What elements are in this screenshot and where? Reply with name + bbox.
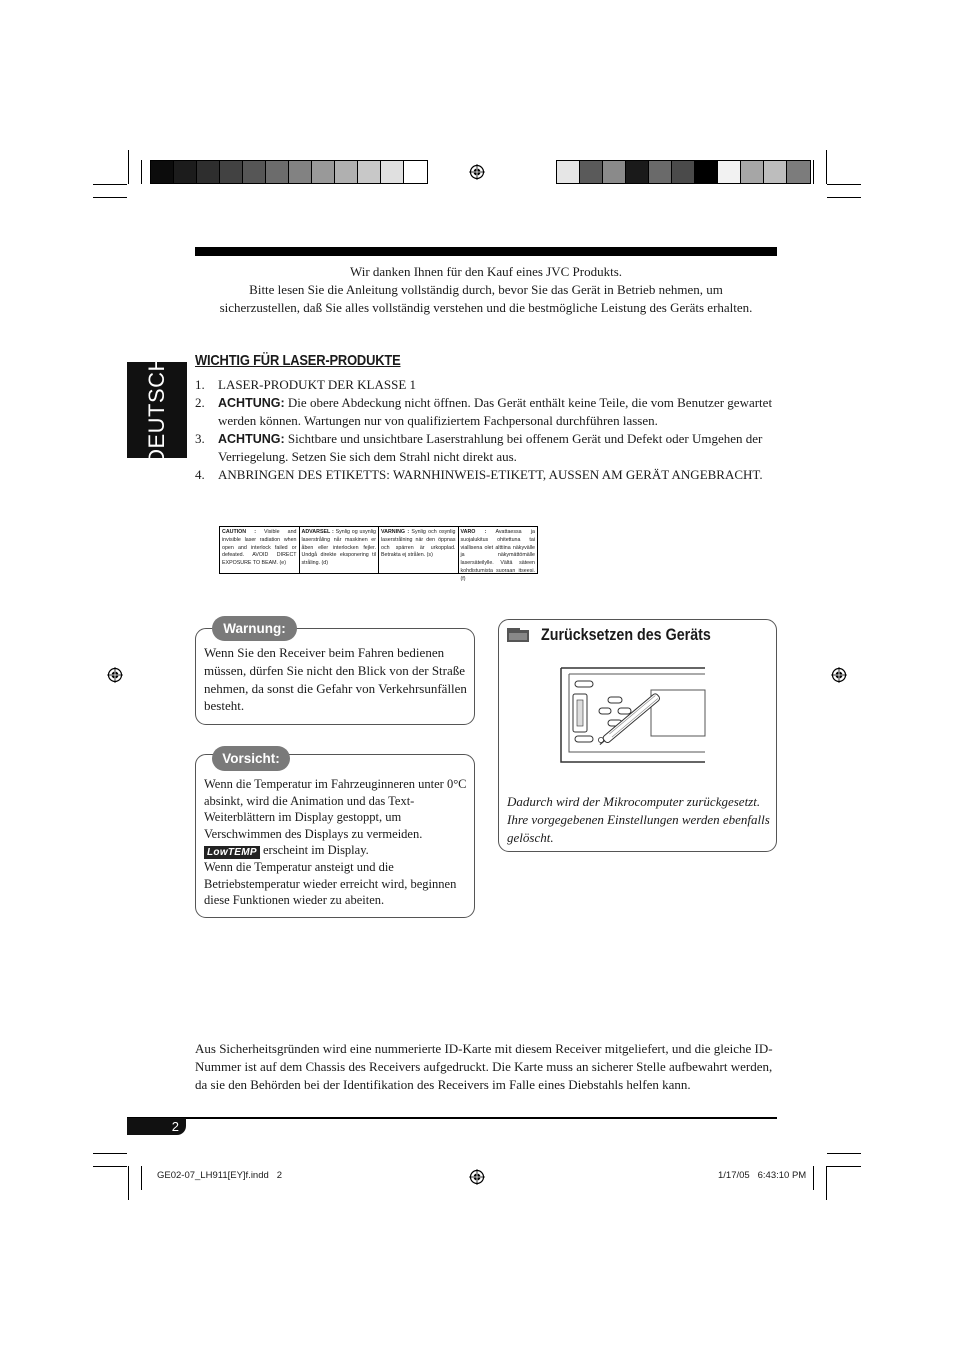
color-swatch — [220, 161, 243, 183]
section-marker-icon — [507, 628, 530, 643]
receiver-reset-illustration — [555, 660, 705, 792]
page-number: 2 — [127, 1118, 186, 1135]
crop-mark — [128, 150, 129, 184]
color-swatch — [764, 161, 787, 183]
laser-warning-label — [219, 526, 538, 582]
color-swatch — [289, 161, 312, 183]
crop-mark — [827, 1166, 861, 1167]
registration-mark-icon — [107, 667, 123, 683]
label-cell-finnish — [459, 527, 538, 582]
caution-label: Vorsicht: — [212, 746, 290, 771]
color-swatch — [626, 161, 649, 183]
label-cell-head: ADVARSEL : — [301, 529, 334, 535]
label-cell-head: VARNING : — [381, 529, 410, 535]
color-swatch — [672, 161, 695, 183]
crop-mark — [813, 160, 814, 184]
label-cell-text: Synlig og usynlig laserstråling når maskinen er åben eller interlocken fejler. Undgå direkte eksponering til stråling. — [301, 529, 376, 567]
label-cell-head: VARO : — [460, 529, 487, 535]
crop-mark — [93, 1166, 127, 1167]
crop-mark — [827, 1153, 861, 1154]
list-item-text: ANBRINGEN DES ETIKETTS: WARNHINWEIS-ETIKETT, AUSSEN AM GERÄT ANGEBRACHT. — [218, 466, 763, 482]
intro-text — [195, 263, 777, 317]
registration-mark-icon — [469, 164, 485, 180]
label-cell-english — [220, 527, 300, 573]
crop-mark — [128, 1166, 129, 1200]
color-swatch — [151, 161, 174, 183]
intro-line-2: Bitte lesen Sie die Anleitung vollständig durch, bevor Sie das Gerät in Betrieb nehmen, um sicherzustellen, daß Sie alles vollständig verstehen und die bestmögliche Leistung des Geräts erhalten. — [219, 282, 753, 315]
color-swatch — [358, 161, 381, 183]
caution-indicator-line — [204, 842, 470, 859]
list-number: 1. — [195, 377, 205, 392]
header-rule — [195, 247, 777, 256]
list-number: 2. — [195, 394, 205, 410]
label-cell-swedish — [379, 527, 459, 573]
color-swatch — [381, 161, 404, 183]
color-bar-right — [556, 160, 811, 184]
crop-mark — [141, 1166, 142, 1190]
list-item — [195, 466, 785, 484]
caution-text-before: Wenn die Temperatur im Fahrzeuginneren unter 0°C absinkt, wird die Animation und das Text-Weiterblättern im Display gestoppt, um Verschwimmen des Displays zu vermeiden. — [204, 777, 467, 841]
crop-mark — [827, 184, 861, 185]
intro-line-1: Wir danken Ihnen für den Kauf eines JVC Produkts. — [349, 264, 623, 279]
caution-indicator-text: erscheint im Display. — [263, 843, 369, 857]
label-cell-code: (e) — [279, 560, 286, 567]
caution-text — [204, 776, 470, 909]
crop-mark — [93, 197, 127, 198]
slug-file: GE02-07_LH911[EY]f.indd 2 — [157, 1170, 282, 1181]
color-swatch — [404, 161, 427, 183]
language-tab — [127, 355, 187, 465]
color-swatch — [197, 161, 220, 183]
label-cell-code: (d) — [321, 560, 329, 567]
list-item — [195, 430, 785, 466]
registration-mark-icon — [469, 1169, 485, 1185]
reset-caption: Dadurch wird der Mikrocomputer zurückgesetzt. Ihre vorgegebenen Einstellungen werden ebenfalls gelöscht. — [507, 794, 770, 845]
list-keyword: ACHTUNG: — [218, 395, 285, 410]
list-number: 4. — [195, 466, 205, 482]
color-swatch — [335, 161, 358, 183]
color-swatch — [557, 161, 580, 183]
list-keyword: ACHTUNG: — [218, 431, 285, 446]
crop-mark — [826, 150, 827, 184]
crop-mark — [93, 1153, 127, 1154]
lowtemp-indicator: LowTEMP — [204, 846, 260, 859]
label-cell-danish — [300, 527, 380, 573]
color-swatch — [787, 161, 810, 183]
list-item-text: Die obere Abdeckung nicht öffnen. Das Gerät enthält keine Teile, die vom Benutzer gewartet werden können. Wartungen nur von qualifiziertem Fachpersonal durchführen lassen. — [218, 394, 773, 428]
registration-mark-icon — [831, 667, 847, 683]
list-item — [195, 394, 785, 430]
color-swatch — [603, 161, 626, 183]
laser-section-title: WICHTIG FÜR LASER-PRODUKTE — [195, 352, 401, 369]
label-cell-text: Synlig och osynlig laserstrålning när den öppnas och spärren är urkopplad. Betrakta ej strålen. — [381, 529, 456, 559]
label-cell-code: (s) — [426, 552, 433, 559]
color-swatch — [649, 161, 672, 183]
label-cell-text: Avattaessa ja suojalukitus ohitettuna tai viallisena olet alttiina näkyvälle ja näkymättömälle lasersäteilylle. Vältä säteen kohdistumista suoraan itseesi. — [460, 529, 535, 574]
color-swatch — [174, 161, 197, 183]
color-swatch — [718, 161, 741, 183]
laser-list — [195, 376, 785, 483]
crop-mark — [827, 197, 861, 198]
list-item-text: LASER-PRODUKT DER KLASSE 1 — [218, 377, 417, 392]
warning-label: Warnung: — [212, 616, 297, 641]
color-bar-left — [150, 160, 428, 184]
color-swatch — [243, 161, 266, 183]
color-swatch — [580, 161, 603, 183]
caution-text-after: Wenn die Temperatur ansteigt und die Betriebstemperatur wieder erreicht wird, beginnen diese Funktionen wieder zu abeiten. — [204, 860, 457, 907]
color-swatch — [695, 161, 718, 183]
warning-text: Wenn Sie den Receiver beim Fahren bedienen müssen, dürfen Sie nicht den Blick von der Straße nehmen, da sonst die Gefahr von Verkehrsunfällen besteht. — [204, 645, 467, 714]
label-cell-code: (f) — [460, 575, 466, 582]
color-swatch — [741, 161, 764, 183]
list-item — [195, 376, 785, 394]
crop-mark — [826, 1166, 827, 1200]
crop-mark — [813, 1166, 814, 1190]
language-tab-label: DEUTSCH — [144, 355, 169, 465]
crop-mark — [93, 184, 127, 185]
reset-title: Zurücksetzen des Geräts — [541, 625, 711, 644]
color-swatch — [312, 161, 335, 183]
list-item-text: Sichtbare und unsichtbare Laserstrahlung bei offenem Gerät und Defekt oder Umgehen der Verriegelung. Setzen Sie sich dem Strahl nicht direkt aus. — [218, 430, 763, 464]
id-card-text: Aus Sicherheitsgründen wird eine nummerierte ID-Karte mit diesem Receiver mitgeliefert, und die gleiche ID-Nummer ist auf dem Chassis des Receivers aufgedruckt. Die Karte muss an sicherer Stelle aufbewahrt werden, da sie den Behörden bei der Identifikation des Receivers im Falle eines Diebstahls helfen kann. — [195, 1041, 773, 1092]
label-cell-head: CAUTION : — [222, 529, 256, 535]
label-cell-text: Visible and invisible laser radiation when open and interlock failed or defeated. AVOID DIRECT EXPOSURE TO BEAM. — [222, 529, 297, 567]
list-number: 3. — [195, 430, 205, 446]
footer-rule — [127, 1117, 777, 1119]
color-swatch — [266, 161, 289, 183]
crop-mark — [141, 160, 142, 184]
slug-date: 1/17/05 6:43:10 PM — [718, 1170, 807, 1181]
